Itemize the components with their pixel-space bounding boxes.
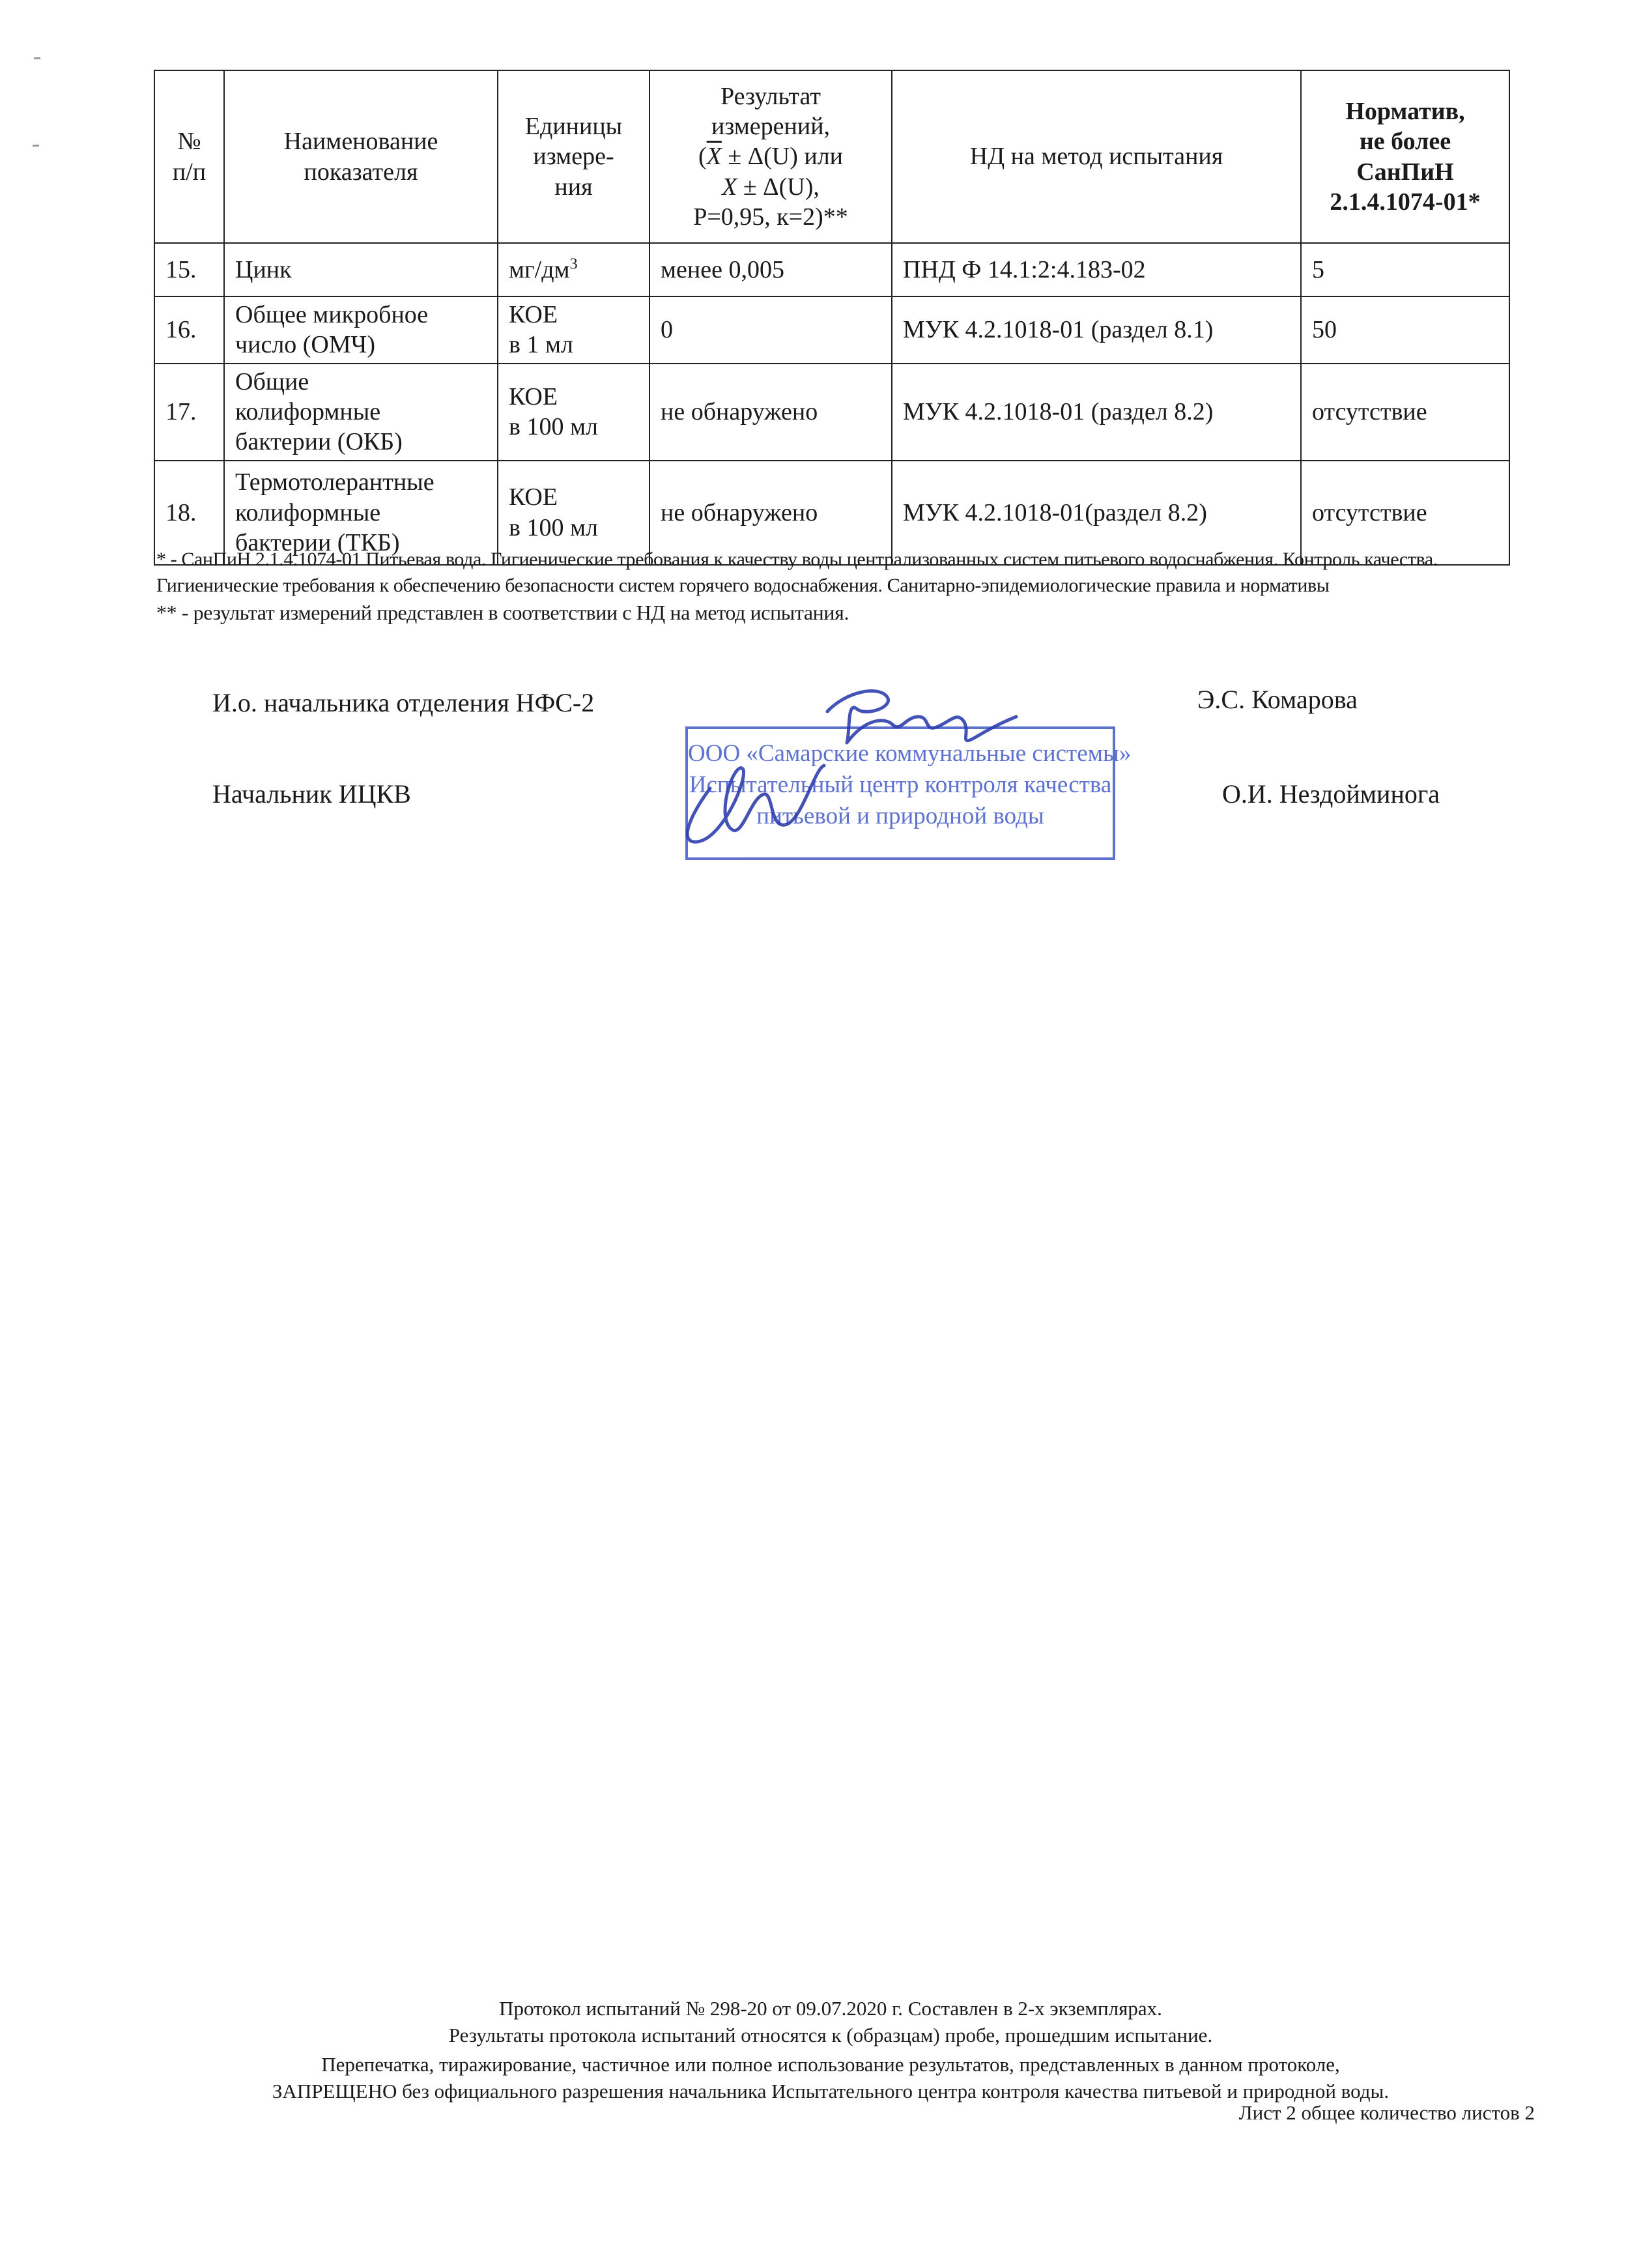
results-table bbox=[154, 70, 1510, 566]
row-name: Цинк bbox=[224, 243, 498, 296]
row-method: МУК 4.2.1018-01(раздел 8.2) bbox=[892, 461, 1301, 565]
row-result: не обнаружено bbox=[649, 364, 892, 461]
stamp-center-scope: питьевой и природной воды bbox=[756, 803, 1044, 830]
copyright-notice-continued: ЗАПРЕЩЕНО без официального разрешения начальника Испытательного центра контроля качества питьевой и природной воды. bbox=[272, 2080, 1390, 2103]
row-result: 0 bbox=[649, 296, 892, 364]
signature-komarova bbox=[827, 691, 1016, 743]
header-unit: Единицы измере- ния bbox=[498, 70, 649, 243]
stamp-center-name: Испытательный центр контроля качества bbox=[689, 771, 1112, 799]
row-name: Термотолерантные колиформные бактерии (ТКБ) bbox=[224, 461, 498, 565]
row-norm: отсутствие bbox=[1301, 461, 1509, 565]
row-unit: КОЕ в 100 мл bbox=[498, 364, 649, 461]
row-norm: 50 bbox=[1301, 296, 1509, 364]
unit-exponent: 3 bbox=[569, 255, 578, 273]
row-norm: 5 bbox=[1301, 243, 1509, 296]
header-method: НД на метод испытания bbox=[892, 70, 1301, 243]
row-unit: КОЕ в 1 мл bbox=[498, 296, 649, 364]
x-bar-symbol: $\overline{X}$ bbox=[706, 143, 722, 171]
signatory-title: Начальник ИЦКВ bbox=[212, 779, 411, 809]
row-num: 17. bbox=[154, 364, 224, 461]
header-num: № п/п bbox=[154, 70, 224, 243]
header-result-title: Результат измерений, bbox=[711, 82, 831, 140]
row-norm: отсутствие bbox=[1301, 364, 1509, 461]
scan-speck bbox=[34, 57, 40, 59]
row-method: ПНД Ф 14.1:2:4.183-02 bbox=[892, 243, 1301, 296]
stamp-org-name: ООО «Самарские коммунальные системы» bbox=[688, 740, 1132, 767]
row-name: Общее микробное число (ОМЧ) bbox=[224, 296, 498, 364]
header-norm: Норматив, не более СанПиН 2.1.4.1074-01* bbox=[1301, 70, 1509, 243]
sheet-number: Лист 2 общее количество листов 2 bbox=[1238, 2101, 1535, 2124]
scan-speck bbox=[33, 145, 39, 147]
row-unit: КОЕ в 100 мл bbox=[498, 461, 649, 565]
footnote-sanpin-continued: Гигиенические требования к обеспечению безопасности систем горячего водоснабжения. Санитарно-эпидемиологические правила и нормативы bbox=[156, 575, 1330, 596]
row-result: менее 0,005 bbox=[649, 243, 892, 296]
x-symbol: X bbox=[722, 173, 737, 201]
signatory-name: О.И. Нездойминога bbox=[1222, 779, 1440, 809]
row-method: МУК 4.2.1018-01 (раздел 8.1) bbox=[892, 296, 1301, 364]
signatory-title: И.о. начальника отделения НФС-2 bbox=[212, 688, 595, 717]
row-num: 16. bbox=[154, 296, 224, 364]
row-num: 18. bbox=[154, 461, 224, 565]
copyright-notice: Перепечатка, тиражирование, частичное или полное использование результатов, представленных в данном протоколе, bbox=[321, 2053, 1340, 2076]
protocol-info: Протокол испытаний № 298-20 от 09.07.2020 г. Составлен в 2-х экземплярах. bbox=[499, 1997, 1162, 2020]
header-result: Результат измерений, ($\overline{X} \pm \Delta(U)$ или X ± Δ(U), P=0,95, к=2)** bbox=[649, 70, 892, 243]
row-name: Общие колиформные бактерии (ОКБ) bbox=[224, 364, 498, 461]
footnote-sanpin: * - СанПиН 2.1.4.1074-01 Питьевая вода. Гигиенические требования к качеству воды централизованных систем питьевого водоснабжения. Контроль качества. bbox=[156, 549, 1438, 570]
handwritten-signatures bbox=[651, 671, 1055, 867]
protocol-scope: Результаты протокола испытаний относятся к (образцам) пробе, прошедшим испытание. bbox=[448, 2024, 1213, 2046]
table-row bbox=[154, 364, 1509, 461]
footnote-result: ** - результат измерений представлен в соответствии с НД на метод испытания. bbox=[156, 601, 849, 624]
table-row bbox=[154, 296, 1509, 364]
row-method: МУК 4.2.1018-01 (раздел 8.2) bbox=[892, 364, 1301, 461]
row-result: не обнаружено bbox=[649, 461, 892, 565]
signatory-name: Э.С. Комарова bbox=[1197, 685, 1358, 714]
table-row bbox=[154, 243, 1509, 296]
row-unit: $мг/дм^3$ bbox=[498, 243, 649, 296]
row-num: 15. bbox=[154, 243, 224, 296]
table-header-row bbox=[154, 70, 1509, 243]
signature-nezdoyminoga bbox=[687, 766, 824, 842]
header-name: Наименование показателя bbox=[224, 70, 498, 243]
